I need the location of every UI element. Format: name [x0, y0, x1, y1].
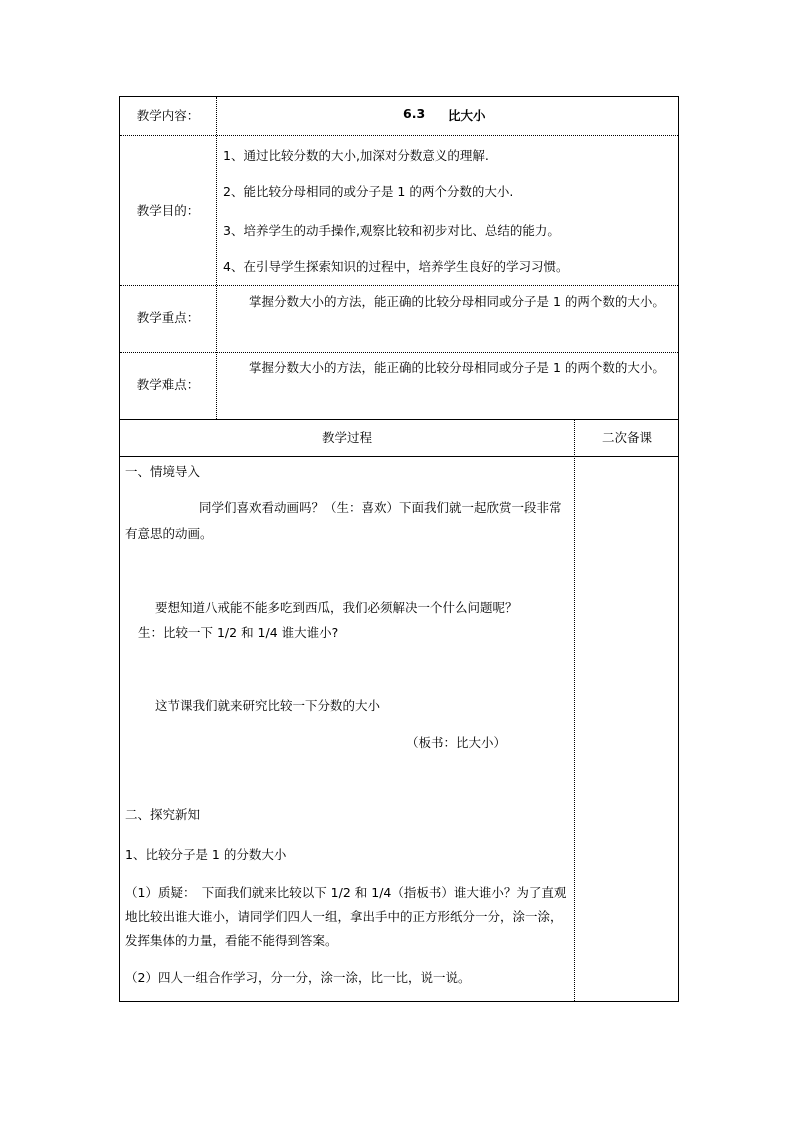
objective-item: 4、在引导学生探索知识的过程中，培养学生良好的学习习惯。	[223, 259, 569, 274]
board-note: （板书：比大小）	[406, 735, 507, 750]
objective-item: 1、通过比较分数的大小,加深对分数意义的理解.	[223, 148, 489, 163]
row-divider	[120, 135, 678, 136]
side-notes-header: 二次备课	[601, 430, 652, 445]
section-title: 一、情境导入	[125, 464, 201, 479]
difficulties-text: 掌握分数大小的方法，能正确的比较分母相同或分子是 1 的两个数的大小。	[249, 360, 665, 375]
lesson-intro: 这节课我们就来研究比较一下分数的大小	[155, 698, 381, 713]
group-activity: （2）四人一组合作学习，分一分，涂一涂，比一比，说一说。	[125, 970, 471, 985]
lesson-title: 比大小	[448, 108, 486, 123]
difficulties-label: 教学难点：	[136, 377, 200, 392]
side-column-divider	[574, 419, 575, 1001]
row-divider	[120, 352, 678, 353]
question-paragraph: 要想知道八戒能不能多吃到西瓜，我们必须解决一个什么问题呢？	[155, 600, 518, 615]
student-answer: 生：比较一下 1/2 和 1/4 谁大谁小?	[138, 625, 339, 640]
lesson-plan-table	[119, 96, 679, 1002]
key-points-text: 掌握分数大小的方法，能正确的比较分母相同或分子是 1 的两个数的大小。	[249, 294, 665, 309]
intro-paragraph: 同学们喜欢看动画吗？（生：喜欢）下面我们就一起欣赏一段非常有意思的动画。	[125, 500, 562, 541]
objectives-label: 教学目的：	[136, 203, 200, 218]
lesson-number: 6.3	[403, 106, 426, 121]
label-column-divider	[216, 97, 217, 419]
content-label: 教学内容：	[136, 108, 200, 123]
process-header: 教学过程	[321, 430, 372, 445]
objective-item: 2、能比较分母相同的或分子是 1 的两个分数的大小.	[223, 184, 514, 199]
row-divider	[120, 456, 678, 457]
objective-item: 3、培养学生的动手操作,观察比较和初步对比、总结的能力。	[223, 223, 560, 238]
key-points-label: 教学重点：	[136, 310, 200, 325]
section-title: 二、探究新知	[125, 807, 201, 822]
subsection-title: 1、比较分子是 1 的分数大小	[125, 847, 287, 862]
row-divider	[120, 419, 678, 420]
inquiry-paragraph: （1）质疑： 下面我们就来比较以下 1/2 和 1/4（指板书）谁大谁小？为了直观地比较出谁大谁小，请同学们四人一组，拿出手中的正方形纸分一分，涂一涂，发挥集体的力量，看能不能得到答案。	[125, 885, 567, 948]
row-divider	[120, 285, 678, 286]
